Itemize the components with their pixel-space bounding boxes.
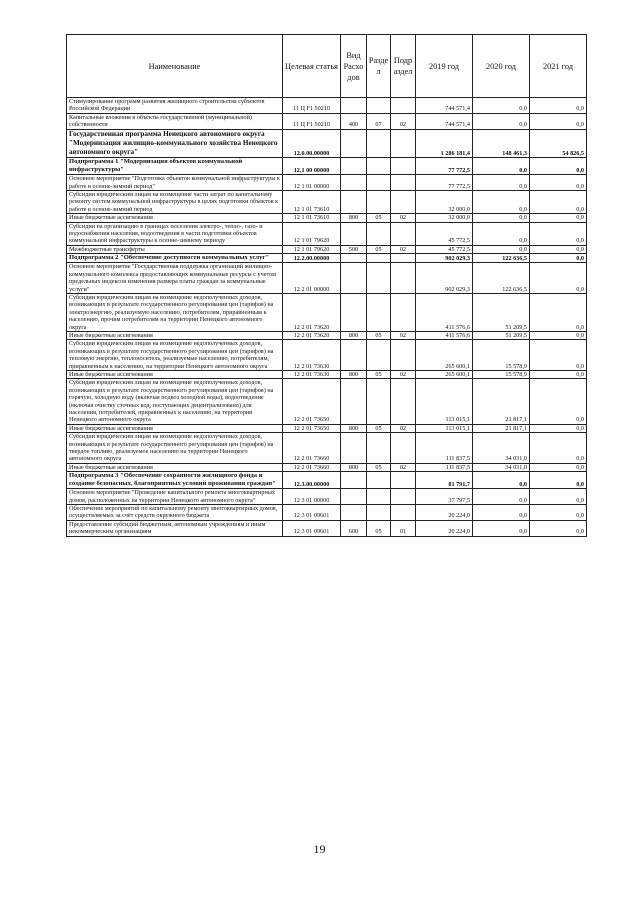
col-header-name: Наименование bbox=[67, 35, 283, 98]
cell-expense-type bbox=[341, 191, 367, 214]
table-row bbox=[67, 245, 587, 253]
cell-section bbox=[367, 129, 391, 158]
cell-amount-2020: 122 636,5 bbox=[473, 263, 530, 294]
cell-amount-2019: 411 576,6 bbox=[416, 293, 473, 331]
cell-subsection bbox=[391, 340, 416, 371]
cell-section bbox=[367, 505, 391, 521]
cell-name: Межбюджетные трансферты bbox=[67, 245, 283, 253]
cell-amount-2020: 15 578,9 bbox=[473, 370, 530, 378]
cell-name: Субсидии юридическим лицам на возмещение недополученных доходов, возникающих в результате государственного регулирования цен (тарифов) на горячую, холодную воду (включая подвоз холодной воды), водоотведение (включая очистку сточных вод, поступающих децентрализовано) для населения, потребителей, приравненных к населению, на территории Ненецкого автономного округа bbox=[67, 379, 283, 424]
cell-target-article: 12 3 01 09601 bbox=[283, 505, 341, 521]
cell-expense-type bbox=[341, 293, 367, 331]
cell-expense-type bbox=[341, 129, 367, 158]
cell-expense-type: 800 bbox=[341, 331, 367, 339]
cell-amount-2019: 77 772,5 bbox=[416, 175, 473, 191]
cell-target-article: 11 Ц F1 50210 bbox=[283, 98, 341, 114]
table-row bbox=[67, 379, 587, 424]
cell-target-article: 12.3.00.00000 bbox=[283, 472, 341, 489]
table-row bbox=[67, 191, 587, 214]
cell-amount-2021: 0,0 bbox=[530, 424, 587, 432]
cell-target-article: 12 2 01 73660 bbox=[283, 463, 341, 471]
cell-amount-2020: 0,0 bbox=[473, 245, 530, 253]
cell-expense-type bbox=[341, 340, 367, 371]
cell-amount-2020: 0,0 bbox=[473, 505, 530, 521]
col-header-vid: Вид Расхо дов bbox=[341, 35, 367, 98]
cell-section bbox=[367, 191, 391, 214]
cell-expense-type bbox=[341, 505, 367, 521]
table-row bbox=[67, 520, 587, 536]
cell-amount-2021: 0,0 bbox=[530, 489, 587, 505]
cell-subsection: 02 bbox=[391, 424, 416, 432]
cell-amount-2021: 0,0 bbox=[530, 254, 587, 263]
table-row bbox=[67, 463, 587, 471]
cell-amount-2021: 0,0 bbox=[530, 433, 587, 464]
table-row bbox=[67, 340, 587, 371]
cell-amount-2021: 54 826,5 bbox=[530, 129, 587, 158]
cell-name: Субсидии на организацию в границах поселения электро-, тепло-, газо- и водоснабжения населения, водоотведения в части подготовки объектов коммунальной инфраструктуры к осенне-зимнему периоду bbox=[67, 222, 283, 245]
cell-target-article: 12 1 01 79620 bbox=[283, 222, 341, 245]
cell-amount-2019: 32 000,0 bbox=[416, 191, 473, 214]
table-row bbox=[67, 254, 587, 263]
col-header-target: Целевая статья bbox=[283, 35, 341, 98]
cell-amount-2020: 0,0 bbox=[473, 191, 530, 214]
cell-amount-2020: 51 209,5 bbox=[473, 293, 530, 331]
cell-name: Капитальные вложения в объекты государственной (муниципальной) собственности bbox=[67, 113, 283, 129]
table-row bbox=[67, 129, 587, 158]
cell-target-article: 12 1 01 00000 bbox=[283, 175, 341, 191]
cell-target-article: 12 1 01 79620 bbox=[283, 245, 341, 253]
budget-table bbox=[66, 34, 587, 537]
table-row bbox=[67, 472, 587, 489]
cell-amount-2021: 0,0 bbox=[530, 520, 587, 536]
cell-amount-2020: 15 578,9 bbox=[473, 340, 530, 371]
cell-name: Подпрограмма 1 "Модернизация объектов коммунальной инфраструктуры" bbox=[67, 158, 283, 175]
cell-amount-2019: 81 791,7 bbox=[416, 472, 473, 489]
cell-section bbox=[367, 379, 391, 424]
cell-amount-2021: 0,0 bbox=[530, 98, 587, 114]
cell-amount-2021: 0,0 bbox=[530, 331, 587, 339]
col-header-2021: 2021 год bbox=[530, 35, 587, 98]
cell-amount-2021: 0,0 bbox=[530, 222, 587, 245]
cell-name: Иные бюджетные ассигнования bbox=[67, 370, 283, 378]
table-row bbox=[67, 505, 587, 521]
cell-amount-2021: 0,0 bbox=[530, 245, 587, 253]
cell-amount-2019: 744 571,4 bbox=[416, 113, 473, 129]
cell-section bbox=[367, 293, 391, 331]
cell-amount-2019: 113 015,1 bbox=[416, 379, 473, 424]
table-row bbox=[67, 424, 587, 432]
cell-expense-type bbox=[341, 222, 367, 245]
cell-amount-2021: 0,0 bbox=[530, 472, 587, 489]
cell-amount-2019: 265 600,1 bbox=[416, 340, 473, 371]
cell-subsection bbox=[391, 472, 416, 489]
table-header-row bbox=[67, 35, 587, 98]
cell-name: Иные бюджетные ассигнования bbox=[67, 214, 283, 222]
cell-subsection bbox=[391, 254, 416, 263]
cell-subsection: 02 bbox=[391, 245, 416, 253]
cell-expense-type: 800 bbox=[341, 214, 367, 222]
cell-name: Предоставление субсидий бюджетным, автономным учреждениям и иным некоммерческим организациям bbox=[67, 520, 283, 536]
cell-amount-2021: 0,0 bbox=[530, 113, 587, 129]
cell-subsection bbox=[391, 489, 416, 505]
cell-amount-2020: 0,0 bbox=[473, 472, 530, 489]
cell-amount-2021: 0,0 bbox=[530, 370, 587, 378]
cell-amount-2020: 51 209,5 bbox=[473, 331, 530, 339]
cell-target-article: 12 1 01 73610 bbox=[283, 214, 341, 222]
cell-name: Подпрограмма 2 "Обеспечение доступности коммунальных услуг" bbox=[67, 254, 283, 263]
cell-amount-2021: 0,0 bbox=[530, 263, 587, 294]
cell-name: Иные бюджетные ассигнования bbox=[67, 463, 283, 471]
cell-amount-2020: 148 461,3 bbox=[473, 129, 530, 158]
cell-target-article: 12 2 01 73660 bbox=[283, 433, 341, 464]
cell-amount-2019: 20 224,0 bbox=[416, 505, 473, 521]
cell-amount-2019: 411 576,6 bbox=[416, 331, 473, 339]
cell-section bbox=[367, 98, 391, 114]
cell-name: Стимулирование программ развития жилищного строительства субъектов Российской Федерации bbox=[67, 98, 283, 114]
cell-name: Субсидии юридическим лицам на возмещение недополученных доходов, возникающих в результате государственного регулирования цен (тарифов) на тепловую энергию, теплоноситель, реализуемые населению, потребителям, приравненным к населению, на территории Ненецкого автономного округа bbox=[67, 340, 283, 371]
cell-amount-2019: 1 286 181,4 bbox=[416, 129, 473, 158]
cell-subsection: 02 bbox=[391, 463, 416, 471]
cell-subsection bbox=[391, 158, 416, 175]
cell-amount-2021: 0,0 bbox=[530, 191, 587, 214]
cell-amount-2019: 744 571,4 bbox=[416, 98, 473, 114]
cell-subsection: 02 bbox=[391, 370, 416, 378]
cell-subsection bbox=[391, 433, 416, 464]
cell-target-article: 12 2 01 73630 bbox=[283, 340, 341, 371]
cell-subsection: 02 bbox=[391, 331, 416, 339]
table-body bbox=[67, 98, 587, 537]
cell-section bbox=[367, 433, 391, 464]
cell-section bbox=[367, 489, 391, 505]
cell-target-article: 12.0.00.00000 bbox=[283, 129, 341, 158]
table-row bbox=[67, 433, 587, 464]
cell-name: Основное мероприятие "Государственная поддержка организаций жилищно-коммунального комплекса предоставляющих коммунальные ресурсы с учетом предельных индексов изменения размера платы граждан за коммунальные услуги" bbox=[67, 263, 283, 294]
cell-target-article: 11 Ц F1 50210 bbox=[283, 113, 341, 129]
cell-expense-type bbox=[341, 175, 367, 191]
cell-amount-2019: 20 224,0 bbox=[416, 520, 473, 536]
col-header-2020: 2020 год bbox=[473, 35, 530, 98]
cell-section: 05 bbox=[367, 520, 391, 536]
cell-target-article: 12 2 01 73630 bbox=[283, 370, 341, 378]
table-row bbox=[67, 175, 587, 191]
cell-target-article: 12 2 01 73620 bbox=[283, 293, 341, 331]
cell-amount-2021: 0,0 bbox=[530, 214, 587, 222]
cell-amount-2019: 45 772,5 bbox=[416, 222, 473, 245]
cell-name: Государственная программа Ненецкого автономного округа "Модернизация жилищно-коммунального хозяйства Ненецкого автономного округа" bbox=[67, 129, 283, 158]
table-row bbox=[67, 263, 587, 294]
table-row bbox=[67, 370, 587, 378]
cell-amount-2020: 34 031,0 bbox=[473, 433, 530, 464]
cell-expense-type bbox=[341, 98, 367, 114]
cell-amount-2020: 0,0 bbox=[473, 98, 530, 114]
table-row bbox=[67, 158, 587, 175]
cell-amount-2020: 0,0 bbox=[473, 222, 530, 245]
table-row bbox=[67, 113, 587, 129]
cell-amount-2019: 32 000,0 bbox=[416, 214, 473, 222]
cell-expense-type: 800 bbox=[341, 424, 367, 432]
cell-amount-2021: 0,0 bbox=[530, 463, 587, 471]
cell-section bbox=[367, 254, 391, 263]
cell-amount-2019: 45 772,5 bbox=[416, 245, 473, 253]
cell-target-article: 12 1 01 73610 bbox=[283, 191, 341, 214]
table-row bbox=[67, 98, 587, 114]
cell-subsection bbox=[391, 263, 416, 294]
cell-section bbox=[367, 222, 391, 245]
table-row bbox=[67, 489, 587, 505]
cell-section: 07 bbox=[367, 113, 391, 129]
cell-amount-2021: 0,0 bbox=[530, 158, 587, 175]
cell-subsection bbox=[391, 379, 416, 424]
cell-amount-2019: 265 600,1 bbox=[416, 370, 473, 378]
cell-target-article: 12.1 00 00000 bbox=[283, 158, 341, 175]
cell-amount-2019: 111 837,5 bbox=[416, 463, 473, 471]
cell-target-article: 12.2.00.00000 bbox=[283, 254, 341, 263]
cell-section: 05 bbox=[367, 463, 391, 471]
cell-section: 05 bbox=[367, 424, 391, 432]
cell-section: 05 bbox=[367, 370, 391, 378]
cell-amount-2021: 0,0 bbox=[530, 293, 587, 331]
cell-amount-2019: 37 797,5 bbox=[416, 489, 473, 505]
cell-target-article: 12 2 01 73650 bbox=[283, 379, 341, 424]
cell-amount-2019: 902 029,3 bbox=[416, 254, 473, 263]
cell-expense-type bbox=[341, 379, 367, 424]
cell-section bbox=[367, 472, 391, 489]
cell-subsection: 01 bbox=[391, 520, 416, 536]
cell-section: 05 bbox=[367, 245, 391, 253]
cell-expense-type: 800 bbox=[341, 463, 367, 471]
cell-expense-type bbox=[341, 433, 367, 464]
cell-amount-2021: 0,0 bbox=[530, 175, 587, 191]
cell-target-article: 12 2 01 00000 bbox=[283, 263, 341, 294]
cell-subsection bbox=[391, 129, 416, 158]
cell-amount-2019: 902 029,3 bbox=[416, 263, 473, 294]
cell-name: Иные бюджетные ассигнования bbox=[67, 331, 283, 339]
cell-section bbox=[367, 158, 391, 175]
table-row bbox=[67, 214, 587, 222]
cell-subsection bbox=[391, 505, 416, 521]
cell-amount-2020: 0,0 bbox=[473, 175, 530, 191]
cell-amount-2021: 0,0 bbox=[530, 340, 587, 371]
cell-expense-type bbox=[341, 489, 367, 505]
col-header-2019: 2019 год bbox=[416, 35, 473, 98]
cell-section bbox=[367, 175, 391, 191]
cell-expense-type bbox=[341, 472, 367, 489]
cell-target-article: 12 2 01 73650 bbox=[283, 424, 341, 432]
cell-name: Основное мероприятие "Подготовка объектов коммунальной инфраструктуры к работе в осенне-зимний период" bbox=[67, 175, 283, 191]
table-row bbox=[67, 331, 587, 339]
table-row bbox=[67, 293, 587, 331]
cell-expense-type: 600 bbox=[341, 520, 367, 536]
cell-name: Основное мероприятие "Проведение капитального ремонта многоквартирных домов, расположенных на территории Ненецкого автономного округа" bbox=[67, 489, 283, 505]
cell-expense-type bbox=[341, 158, 367, 175]
table-row bbox=[67, 222, 587, 245]
cell-name: Иные бюджетные ассигнования bbox=[67, 424, 283, 432]
cell-name: Субсидии юридическим лицам на возмещение недополученных доходов, возникающих в результате государственного регулирования цен (тарифов) на электроэнергию, реализуемую населению, потребителям, приравненным к населению, прочим потребителям на территории Ненецкого автономного округа bbox=[67, 293, 283, 331]
cell-section: 05 bbox=[367, 214, 391, 222]
cell-amount-2020: 34 031,0 bbox=[473, 463, 530, 471]
cell-subsection bbox=[391, 222, 416, 245]
cell-expense-type: 500 bbox=[341, 245, 367, 253]
cell-subsection bbox=[391, 293, 416, 331]
cell-amount-2021: 0,0 bbox=[530, 505, 587, 521]
cell-amount-2020: 21 817,1 bbox=[473, 424, 530, 432]
budget-table-sheet bbox=[66, 34, 586, 537]
cell-subsection: 02 bbox=[391, 113, 416, 129]
cell-target-article: 12 3 01 09601 bbox=[283, 520, 341, 536]
cell-subsection: 02 bbox=[391, 214, 416, 222]
cell-amount-2021: 0,0 bbox=[530, 379, 587, 424]
cell-expense-type bbox=[341, 254, 367, 263]
cell-amount-2020: 122 636,5 bbox=[473, 254, 530, 263]
cell-expense-type: 800 bbox=[341, 370, 367, 378]
cell-amount-2020: 0,0 bbox=[473, 214, 530, 222]
cell-target-article: 12 3 01 00000 bbox=[283, 489, 341, 505]
cell-amount-2020: 0,0 bbox=[473, 489, 530, 505]
cell-section bbox=[367, 340, 391, 371]
cell-amount-2019: 111 837,5 bbox=[416, 433, 473, 464]
cell-amount-2020: 21 817,1 bbox=[473, 379, 530, 424]
cell-expense-type: 400 bbox=[341, 113, 367, 129]
col-header-podrazdel: Подр аздел bbox=[391, 35, 416, 98]
cell-name: Субсидии юридическим лицам на возмещение недополученных доходов, возникающих в результате государственного регулирования цен (тарифов) на твердое топливо, реализуемое населению на территории Ненецкого автономного округа bbox=[67, 433, 283, 464]
cell-name: Субсидии юридическим лицам на возмещение части затрат по капитальному ремонту систем коммунальной инфраструктуры в целях подготовки объектов к работе в осенне-зимний период bbox=[67, 191, 283, 214]
cell-amount-2020: 0,0 bbox=[473, 113, 530, 129]
cell-amount-2019: 77 772,5 bbox=[416, 158, 473, 175]
col-header-razdel: Разде л bbox=[367, 35, 391, 98]
cell-section: 05 bbox=[367, 331, 391, 339]
cell-amount-2020: 0,0 bbox=[473, 520, 530, 536]
page-number: 19 bbox=[313, 842, 326, 856]
cell-section bbox=[367, 263, 391, 294]
cell-target-article: 12 2 01 73620 bbox=[283, 331, 341, 339]
cell-subsection bbox=[391, 175, 416, 191]
cell-amount-2020: 0,0 bbox=[473, 158, 530, 175]
cell-subsection bbox=[391, 191, 416, 214]
cell-expense-type bbox=[341, 263, 367, 294]
cell-name: Обеспечение мероприятий по капитальному ремонту многоквартирных домов, осуществляемых за счёт средств окружного бюджета bbox=[67, 505, 283, 521]
cell-subsection bbox=[391, 98, 416, 114]
cell-name: Подпрограмма 3 "Обеспечение сохранности жилищного фонда и создание безопасных, благоприятных условий проживания граждан" bbox=[67, 472, 283, 489]
cell-amount-2019: 113 015,1 bbox=[416, 424, 473, 432]
